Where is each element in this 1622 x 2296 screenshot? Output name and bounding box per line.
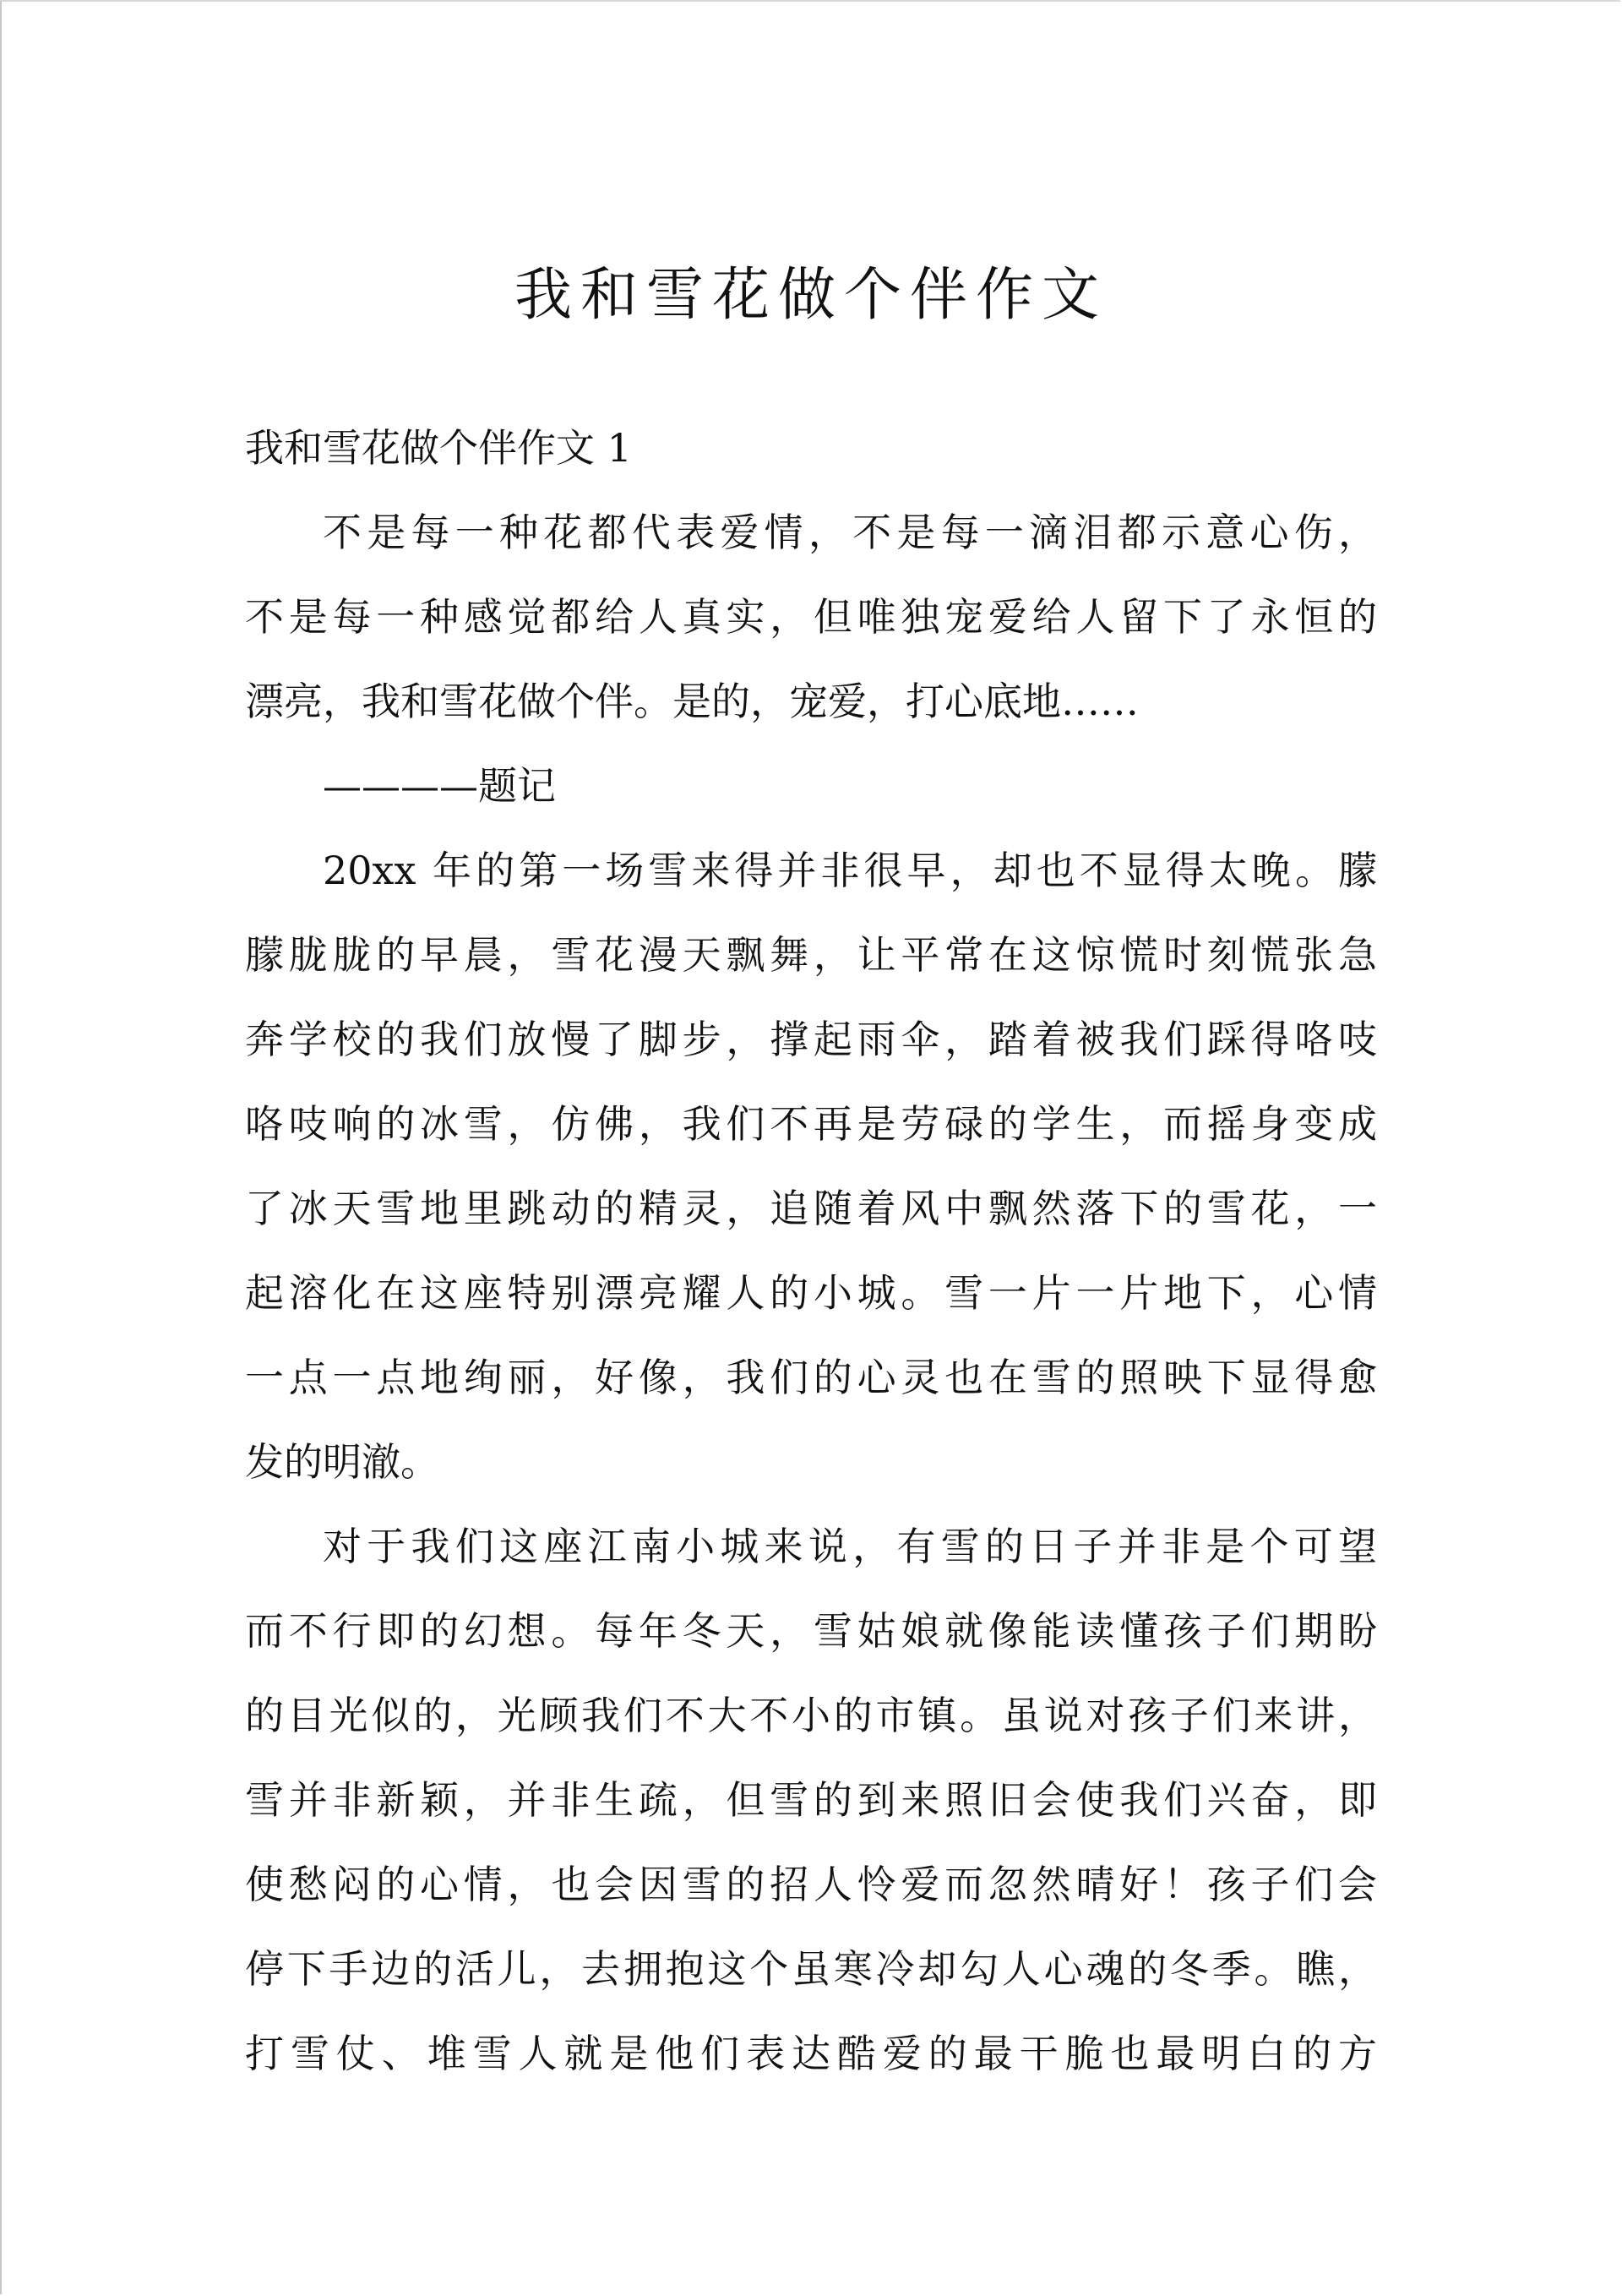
- paragraph-line: 一点一点地绚丽，好像，我们的心灵也在雪的照映下显得愈: [245, 1355, 1377, 1400]
- paragraph-line: 咯吱响的冰雪，仿佛，我们不再是劳碌的学生，而摇身变成: [245, 1101, 1377, 1147]
- paragraph-line: 雪并非新颖，并非生疏，但雪的到来照旧会使我们兴奋，即: [245, 1777, 1377, 1823]
- paragraph-1: [245, 490, 1377, 744]
- paragraph-line: 停下手边的活儿，去拥抱这个虽寒冷却勾人心魂的冬季。瞧，: [245, 1946, 1377, 1992]
- paragraph-line: 的目光似的，光顾我们不大不小的市镇。虽说对孩子们来讲，: [245, 1693, 1377, 1738]
- document-body: [245, 254, 1377, 2096]
- paragraph-line: 不是每一种花都代表爱情，不是每一滴泪都示意心伤，: [323, 510, 1377, 555]
- paragraph-line: 对于我们这座江南小城来说，有雪的日子并非是个可望: [323, 1524, 1377, 1569]
- paragraph-line: 漂亮，我和雪花做个伴。是的，宠爱，打心底地……: [245, 679, 1139, 724]
- paragraph-3: [245, 1504, 1377, 2096]
- paragraph-line: 20xx 年的第一场雪来得并非很早，却也不显得太晚。朦: [323, 848, 1377, 893]
- paragraph-line: 起溶化在这座特别漂亮耀人的小城。雪一片一片地下，心情: [245, 1270, 1377, 1316]
- paragraph-2: [245, 828, 1377, 1504]
- paragraph-line: 发的明澈。: [245, 1439, 439, 1485]
- section-heading: 我和雪花做个伴作文 1: [245, 425, 632, 471]
- paragraph-line: 打雪仗、堆雪人就是他们表达酷爱的最干脆也最明白的方: [245, 2031, 1377, 2076]
- paragraph-line: 奔学校的我们放慢了脚步，撑起雨伞，踏着被我们踩得咯吱: [245, 1017, 1377, 1062]
- inscription: ————题记: [323, 763, 556, 809]
- paragraph-line: 不是每一种感觉都给人真实，但唯独宠爱给人留下了永恒的: [245, 594, 1377, 640]
- document-title: 我和雪花做个伴作文: [514, 262, 1108, 329]
- paragraph-line: 朦胧胧的早晨，雪花漫天飘舞，让平常在这惊慌时刻慌张急: [245, 932, 1377, 978]
- paragraph-line: 而不行即的幻想。每年冬天，雪姑娘就像能读懂孩子们期盼: [245, 1608, 1377, 1654]
- paragraph-line: 使愁闷的心情，也会因雪的招人怜爱而忽然晴好！孩子们会: [245, 1862, 1377, 1907]
- paragraph-line: 了冰天雪地里跳动的精灵，追随着风中飘然落下的雪花，一: [245, 1186, 1377, 1231]
